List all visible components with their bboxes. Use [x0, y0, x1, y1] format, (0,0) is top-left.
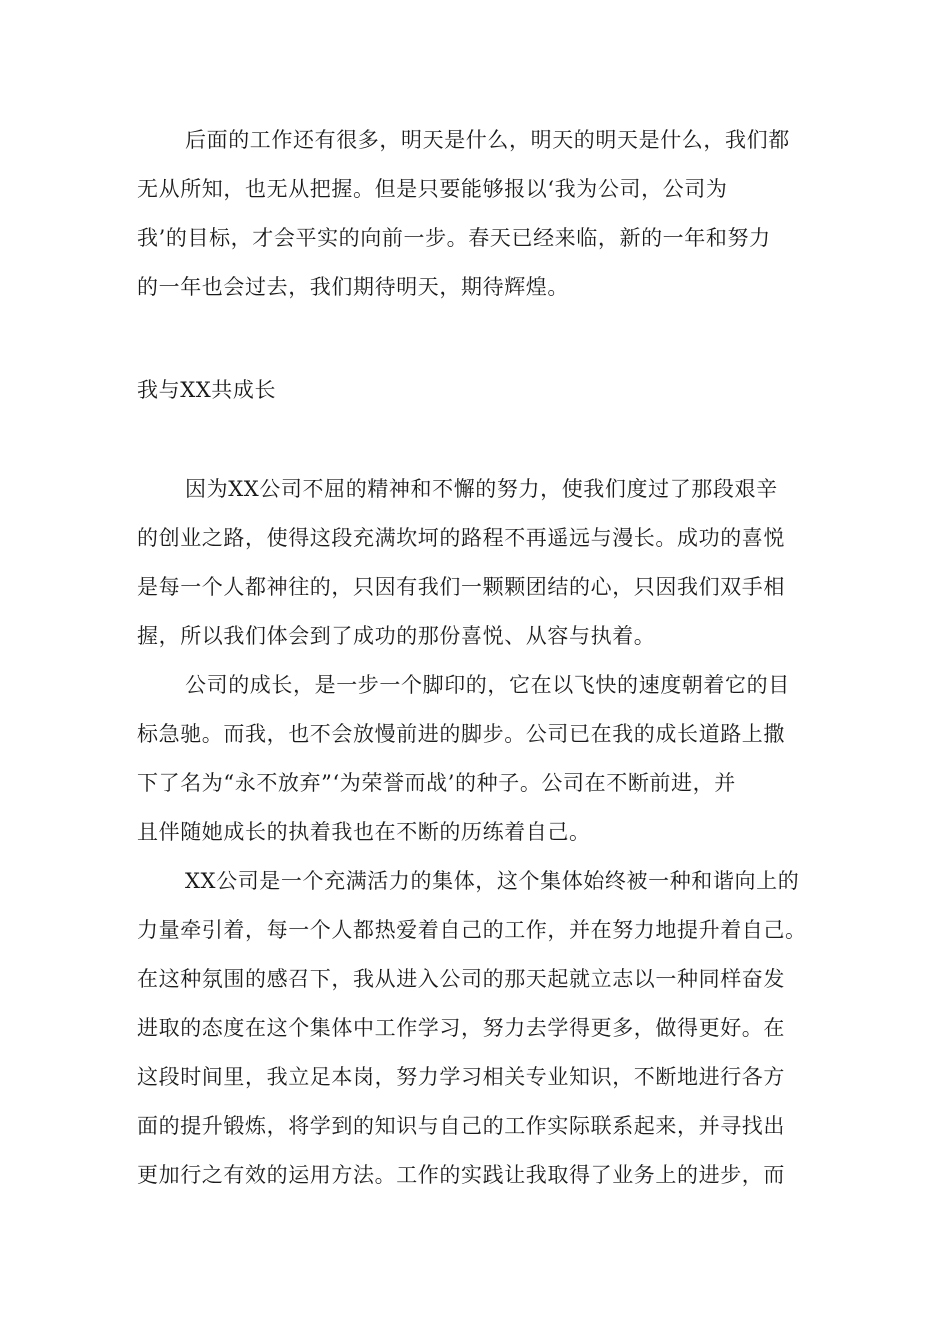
paragraph-line: 更加行之有效的运用方法。工作的实践让我取得了业务上的进步，而	[137, 1163, 785, 1187]
paragraph-line: 进取的态度在这个集体中工作学习，努力去学得更多，做得更好。在	[137, 1016, 785, 1040]
paragraph-line: 无从所知，也无从把握。但是只要能够报以‘我为公司，公司为	[137, 177, 728, 201]
paragraph-line: 是每一个人都神往的，只因有我们一颗颗团结的心，只因我们双手相	[137, 575, 785, 599]
paragraph-line: 面的提升锻炼，将学到的知识与自己的工作实际联系起来，并寻找出	[137, 1114, 785, 1138]
paragraph-line: 在这种氛围的感召下，我从进入公司的那天起就立志以一种同样奋发	[137, 967, 785, 991]
paragraph-line: 的创业之路，使得这段充满坎坷的路程不再遥远与漫长。成功的喜悦	[137, 526, 785, 550]
paragraph-4	[137, 857, 827, 1200]
paragraph-2	[137, 465, 827, 661]
paragraph-line: 我’的目标，才会平实的向前一步。春天已经来临，新的一年和努力	[137, 226, 771, 250]
paragraph-1	[137, 116, 827, 312]
paragraph-line: 的一年也会过去，我们期待明天，期待辉煌。	[137, 275, 569, 299]
paragraph-line: 下了名为“永不放弃”‘为荣誉而战’的种子。公司在不断前进，并	[137, 771, 736, 795]
paragraph-line: 公司的成长，是一步一个脚印的，它在以飞快的速度朝着它的目	[185, 673, 790, 697]
paragraph-line: XX公司是一个充满活力的集体，这个集体始终被一种和谐向上的	[185, 869, 800, 893]
paragraph-line: 这段时间里，我立足本岗，努力学习相关专业知识，不断地进行各方	[137, 1065, 785, 1089]
section-title: 我与XX共成长	[137, 378, 277, 402]
paragraph-3	[137, 661, 827, 857]
paragraph-line: 力量牵引着，每一个人都热爱着自己的工作，并在努力地提升着自己。	[137, 918, 807, 942]
paragraph-line: 握，所以我们体会到了成功的那份喜悦、从容与执着。	[137, 624, 656, 648]
paragraph-line: 因为XX公司不屈的精神和不懈的努力，使我们度过了那段艰辛	[185, 477, 778, 501]
paragraph-line: 标急驰。而我，也不会放慢前进的脚步。公司已在我的成长道路上撒	[137, 722, 785, 746]
paragraph-line: 且伴随她成长的执着我也在不断的历练着自己。	[137, 820, 591, 844]
paragraph-line: 后面的工作还有很多，明天是什么，明天的明天是什么，我们都	[185, 128, 790, 152]
